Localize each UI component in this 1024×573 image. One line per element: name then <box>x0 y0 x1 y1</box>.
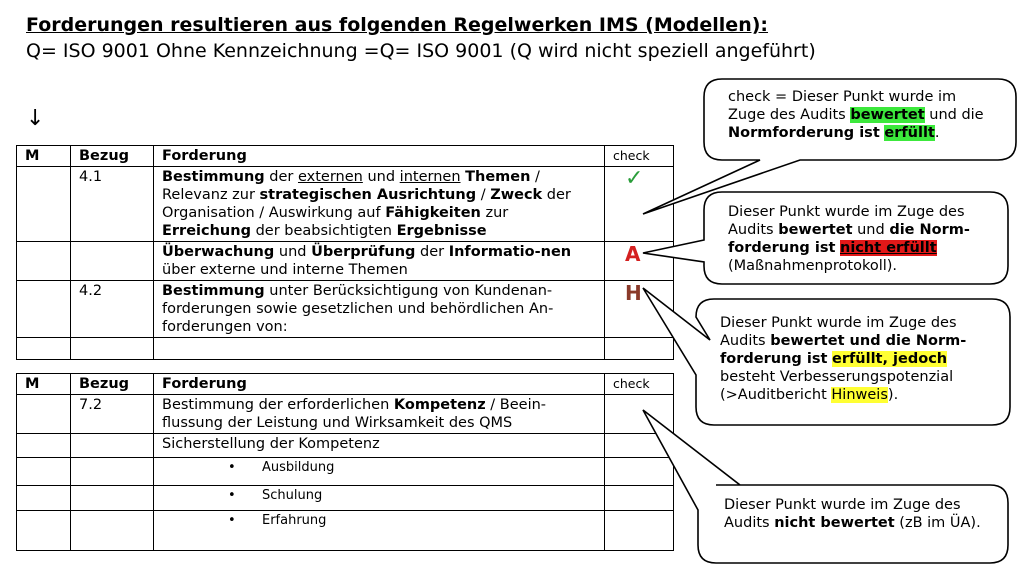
page-title: Forderungen resultieren aus folgenden Regelwerken IMS (Modellen): <box>26 14 769 36</box>
text-part: zur <box>480 205 509 221</box>
text-part: strategischen Ausrichtung <box>259 187 477 203</box>
cell-bezug: 4.2 <box>71 281 154 338</box>
text-part: und die <box>924 107 984 123</box>
text-part: externen <box>297 169 363 185</box>
text-part: Überwachung <box>162 244 275 260</box>
text-part: Bestimmung <box>162 283 265 299</box>
page-subtitle: Q= ISO 9001 Ohne Kennzeichnung =Q= ISO 9001 (Q wird nicht speziell angeführt) <box>26 40 816 62</box>
text-part: bewertet und die Norm-forderung ist <box>720 333 967 367</box>
text-part: Normforderung ist <box>728 125 880 141</box>
text-part: check = Dieser Punkt wurde im Zuge des Audits <box>728 89 957 123</box>
header-bezug: Bezug <box>71 146 154 167</box>
text-part: erfüllt, jedoch <box>832 351 948 367</box>
text-part: Dieser Punkt wurde im Zuge des Audits <box>724 497 961 531</box>
header-check: check <box>605 146 674 167</box>
header-bezug: Bezug <box>71 374 154 395</box>
text-part: nicht bewertet <box>774 515 895 531</box>
cell-bezug: 4.1 <box>71 167 154 242</box>
text-part: Erreichung <box>162 223 251 239</box>
text-part: bewertet <box>850 107 925 123</box>
callout-text-a <box>728 203 996 275</box>
text-part: über externe und interne Themen <box>162 262 408 278</box>
text-part: Dieser Punkt wurde im Zuge des Audits <box>720 315 957 349</box>
text-part: und <box>852 222 890 238</box>
text-part: Informatio-nen <box>448 244 572 260</box>
text-part: . <box>934 125 940 141</box>
text-part: und <box>274 244 312 260</box>
header-m: M <box>17 374 71 395</box>
text-part: Bestimmung der erforderlichen <box>162 397 394 413</box>
status-mark-a: A <box>625 242 641 266</box>
checkmark-icon: ✓ <box>625 166 644 191</box>
text-part: erfüllt <box>884 125 935 141</box>
text-part: Überprüfung <box>311 244 416 260</box>
text-part: internen <box>399 169 461 185</box>
text-part: / <box>476 187 491 203</box>
bullet-item: • Erfahrung <box>154 511 605 551</box>
cell-bezug: 7.2 <box>71 395 154 434</box>
text-part: (Maßnahmenprotokoll). <box>728 258 898 274</box>
text-part: (zB im ÜA). <box>894 515 981 531</box>
text-part: Bestimmung <box>162 169 265 185</box>
status-mark-h: H <box>625 281 642 305</box>
text-part: / Relevanz zur <box>162 169 540 203</box>
text-part: ). <box>887 387 899 403</box>
text-part: unter Berücksichtigung von Kundenan-forderungen sowie gesetzlichen und behördlichen An-forderungen von: <box>162 283 554 335</box>
callout-text-not-rated <box>724 496 994 532</box>
bullet-item: • Ausbildung <box>154 458 605 486</box>
header-forderung: Forderung <box>154 146 605 167</box>
bullet-item: • Schulung <box>154 486 605 511</box>
text-part: der beabsichtigten <box>250 223 397 239</box>
text-part: / Beein-flussung der Leistung und Wirksamkeit des QMS <box>162 397 547 431</box>
text-part: der <box>264 169 298 185</box>
text-part: der <box>415 244 449 260</box>
callout-text-h <box>720 314 998 404</box>
text-part: besteht Verbesserungspotenzial (>Auditbericht <box>720 369 954 403</box>
text-part: Kompetenz <box>393 397 486 413</box>
header-m: M <box>17 146 71 167</box>
text-part: der Organisation / Auswirkung auf <box>162 187 571 221</box>
text-part: Hinweis <box>831 387 888 403</box>
text-part: Dieser Punkt wurde im Zuge des Audits <box>728 204 965 238</box>
text-part: und <box>362 169 400 185</box>
text-part: Ergebnisse <box>396 223 487 239</box>
cell-forderung: Sicherstellung der Kompetenz <box>154 434 605 458</box>
text-part: Fähigkeiten <box>385 205 481 221</box>
text-part: nicht erfüllt <box>840 240 937 256</box>
text-part: Zweck <box>490 187 543 203</box>
callout-bubble-4 <box>643 410 1008 563</box>
text-part: bewertet <box>778 222 853 238</box>
header-check: check <box>605 374 674 395</box>
text-part: Themen <box>465 169 531 185</box>
callout-text-check <box>728 88 998 142</box>
text-part: die Norm-forderung ist <box>728 222 970 256</box>
down-arrow-icon: ↓ <box>26 106 45 131</box>
header-forderung: Forderung <box>154 374 605 395</box>
